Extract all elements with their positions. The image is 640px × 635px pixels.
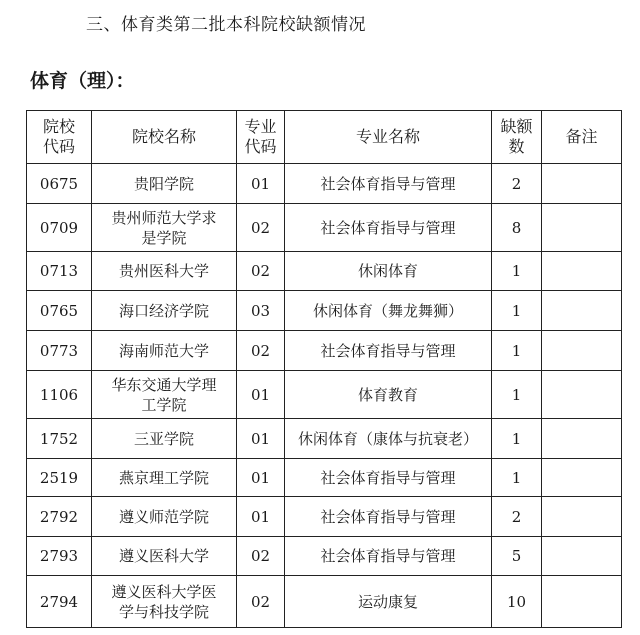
cell-school-code: 2792 [27, 497, 92, 537]
cell-major-name: 社会体育指导与管理 [285, 331, 492, 371]
cell-remark [542, 576, 622, 628]
cell-major-code: 01 [237, 419, 285, 459]
cell-school-name: 三亚学院 [92, 419, 237, 459]
cell-major-name: 社会体育指导与管理 [285, 537, 492, 576]
cell-major-code: 02 [237, 331, 285, 371]
cell-major-name: 社会体育指导与管理 [285, 459, 492, 497]
cell-remark [542, 537, 622, 576]
cell-school-code: 0709 [27, 204, 92, 252]
sub-heading: 体育（理）： [30, 70, 135, 92]
table-row [27, 576, 622, 628]
cell-remark [542, 497, 622, 537]
cell-major-name: 休闲体育（康体与抗衰老） [285, 419, 492, 459]
table-row [27, 291, 622, 331]
table-row [27, 252, 622, 291]
cell-vacancy: 1 [492, 331, 542, 371]
cell-school-name: 海南师范大学 [92, 331, 237, 371]
cell-remark [542, 204, 622, 252]
section-heading: 三、体育类第二批本科院校缺额情况 [86, 15, 366, 35]
cell-remark [542, 459, 622, 497]
table-row [27, 537, 622, 576]
cell-major-name: 社会体育指导与管理 [285, 164, 492, 204]
cell-remark [542, 291, 622, 331]
cell-school-name: 海口经济学院 [92, 291, 237, 331]
cell-major-code: 01 [237, 371, 285, 419]
header-school-name: 院校名称 [92, 111, 237, 164]
cell-major-name: 休闲体育（舞龙舞狮） [285, 291, 492, 331]
cell-vacancy: 1 [492, 291, 542, 331]
table-row [27, 459, 622, 497]
cell-vacancy: 1 [492, 252, 542, 291]
cell-vacancy: 1 [492, 459, 542, 497]
cell-remark [542, 252, 622, 291]
table-header-row [27, 111, 622, 164]
header-remark: 备注 [542, 111, 622, 164]
cell-major-code: 01 [237, 497, 285, 537]
table-row [27, 371, 622, 419]
cell-major-name: 休闲体育 [285, 252, 492, 291]
cell-major-name: 体育教育 [285, 371, 492, 419]
header-major-name: 专业名称 [285, 111, 492, 164]
cell-school-name: 贵州医科大学 [92, 252, 237, 291]
cell-major-code: 02 [237, 252, 285, 291]
vacancy-table [26, 110, 622, 628]
cell-school-code: 0773 [27, 331, 92, 371]
cell-school-name: 遵义医科大学 [92, 537, 237, 576]
cell-school-code: 2794 [27, 576, 92, 628]
cell-vacancy: 8 [492, 204, 542, 252]
cell-major-code: 01 [237, 164, 285, 204]
table-row [27, 419, 622, 459]
header-major-code: 专业代码 [237, 111, 285, 164]
cell-major-name: 社会体育指导与管理 [285, 497, 492, 537]
cell-remark [542, 331, 622, 371]
cell-major-name: 社会体育指导与管理 [285, 204, 492, 252]
cell-major-code: 02 [237, 537, 285, 576]
table-row [27, 164, 622, 204]
cell-vacancy: 1 [492, 419, 542, 459]
cell-school-name: 燕京理工学院 [92, 459, 237, 497]
cell-school-name: 贵阳学院 [92, 164, 237, 204]
cell-school-name: 华东交通大学理工学院 [92, 371, 237, 419]
cell-vacancy: 5 [492, 537, 542, 576]
table-row [27, 331, 622, 371]
cell-remark [542, 419, 622, 459]
cell-major-code: 02 [237, 204, 285, 252]
cell-school-code: 0675 [27, 164, 92, 204]
cell-major-name: 运动康复 [285, 576, 492, 628]
cell-remark [542, 164, 622, 204]
cell-remark [542, 371, 622, 419]
cell-vacancy: 2 [492, 497, 542, 537]
cell-school-name: 遵义医科大学医学与科技学院 [92, 576, 237, 628]
cell-major-code: 03 [237, 291, 285, 331]
cell-major-code: 01 [237, 459, 285, 497]
cell-school-code: 1106 [27, 371, 92, 419]
cell-major-code: 02 [237, 576, 285, 628]
header-vacancy: 缺额数 [492, 111, 542, 164]
cell-school-code: 2793 [27, 537, 92, 576]
cell-school-name: 贵州师范大学求是学院 [92, 204, 237, 252]
cell-school-code: 0713 [27, 252, 92, 291]
cell-school-name: 遵义师范学院 [92, 497, 237, 537]
table-row [27, 497, 622, 537]
cell-school-code: 2519 [27, 459, 92, 497]
table-row [27, 204, 622, 252]
cell-vacancy: 1 [492, 371, 542, 419]
cell-school-code: 1752 [27, 419, 92, 459]
cell-vacancy: 2 [492, 164, 542, 204]
cell-school-code: 0765 [27, 291, 92, 331]
cell-vacancy: 10 [492, 576, 542, 628]
header-school-code: 院校代码 [27, 111, 92, 164]
